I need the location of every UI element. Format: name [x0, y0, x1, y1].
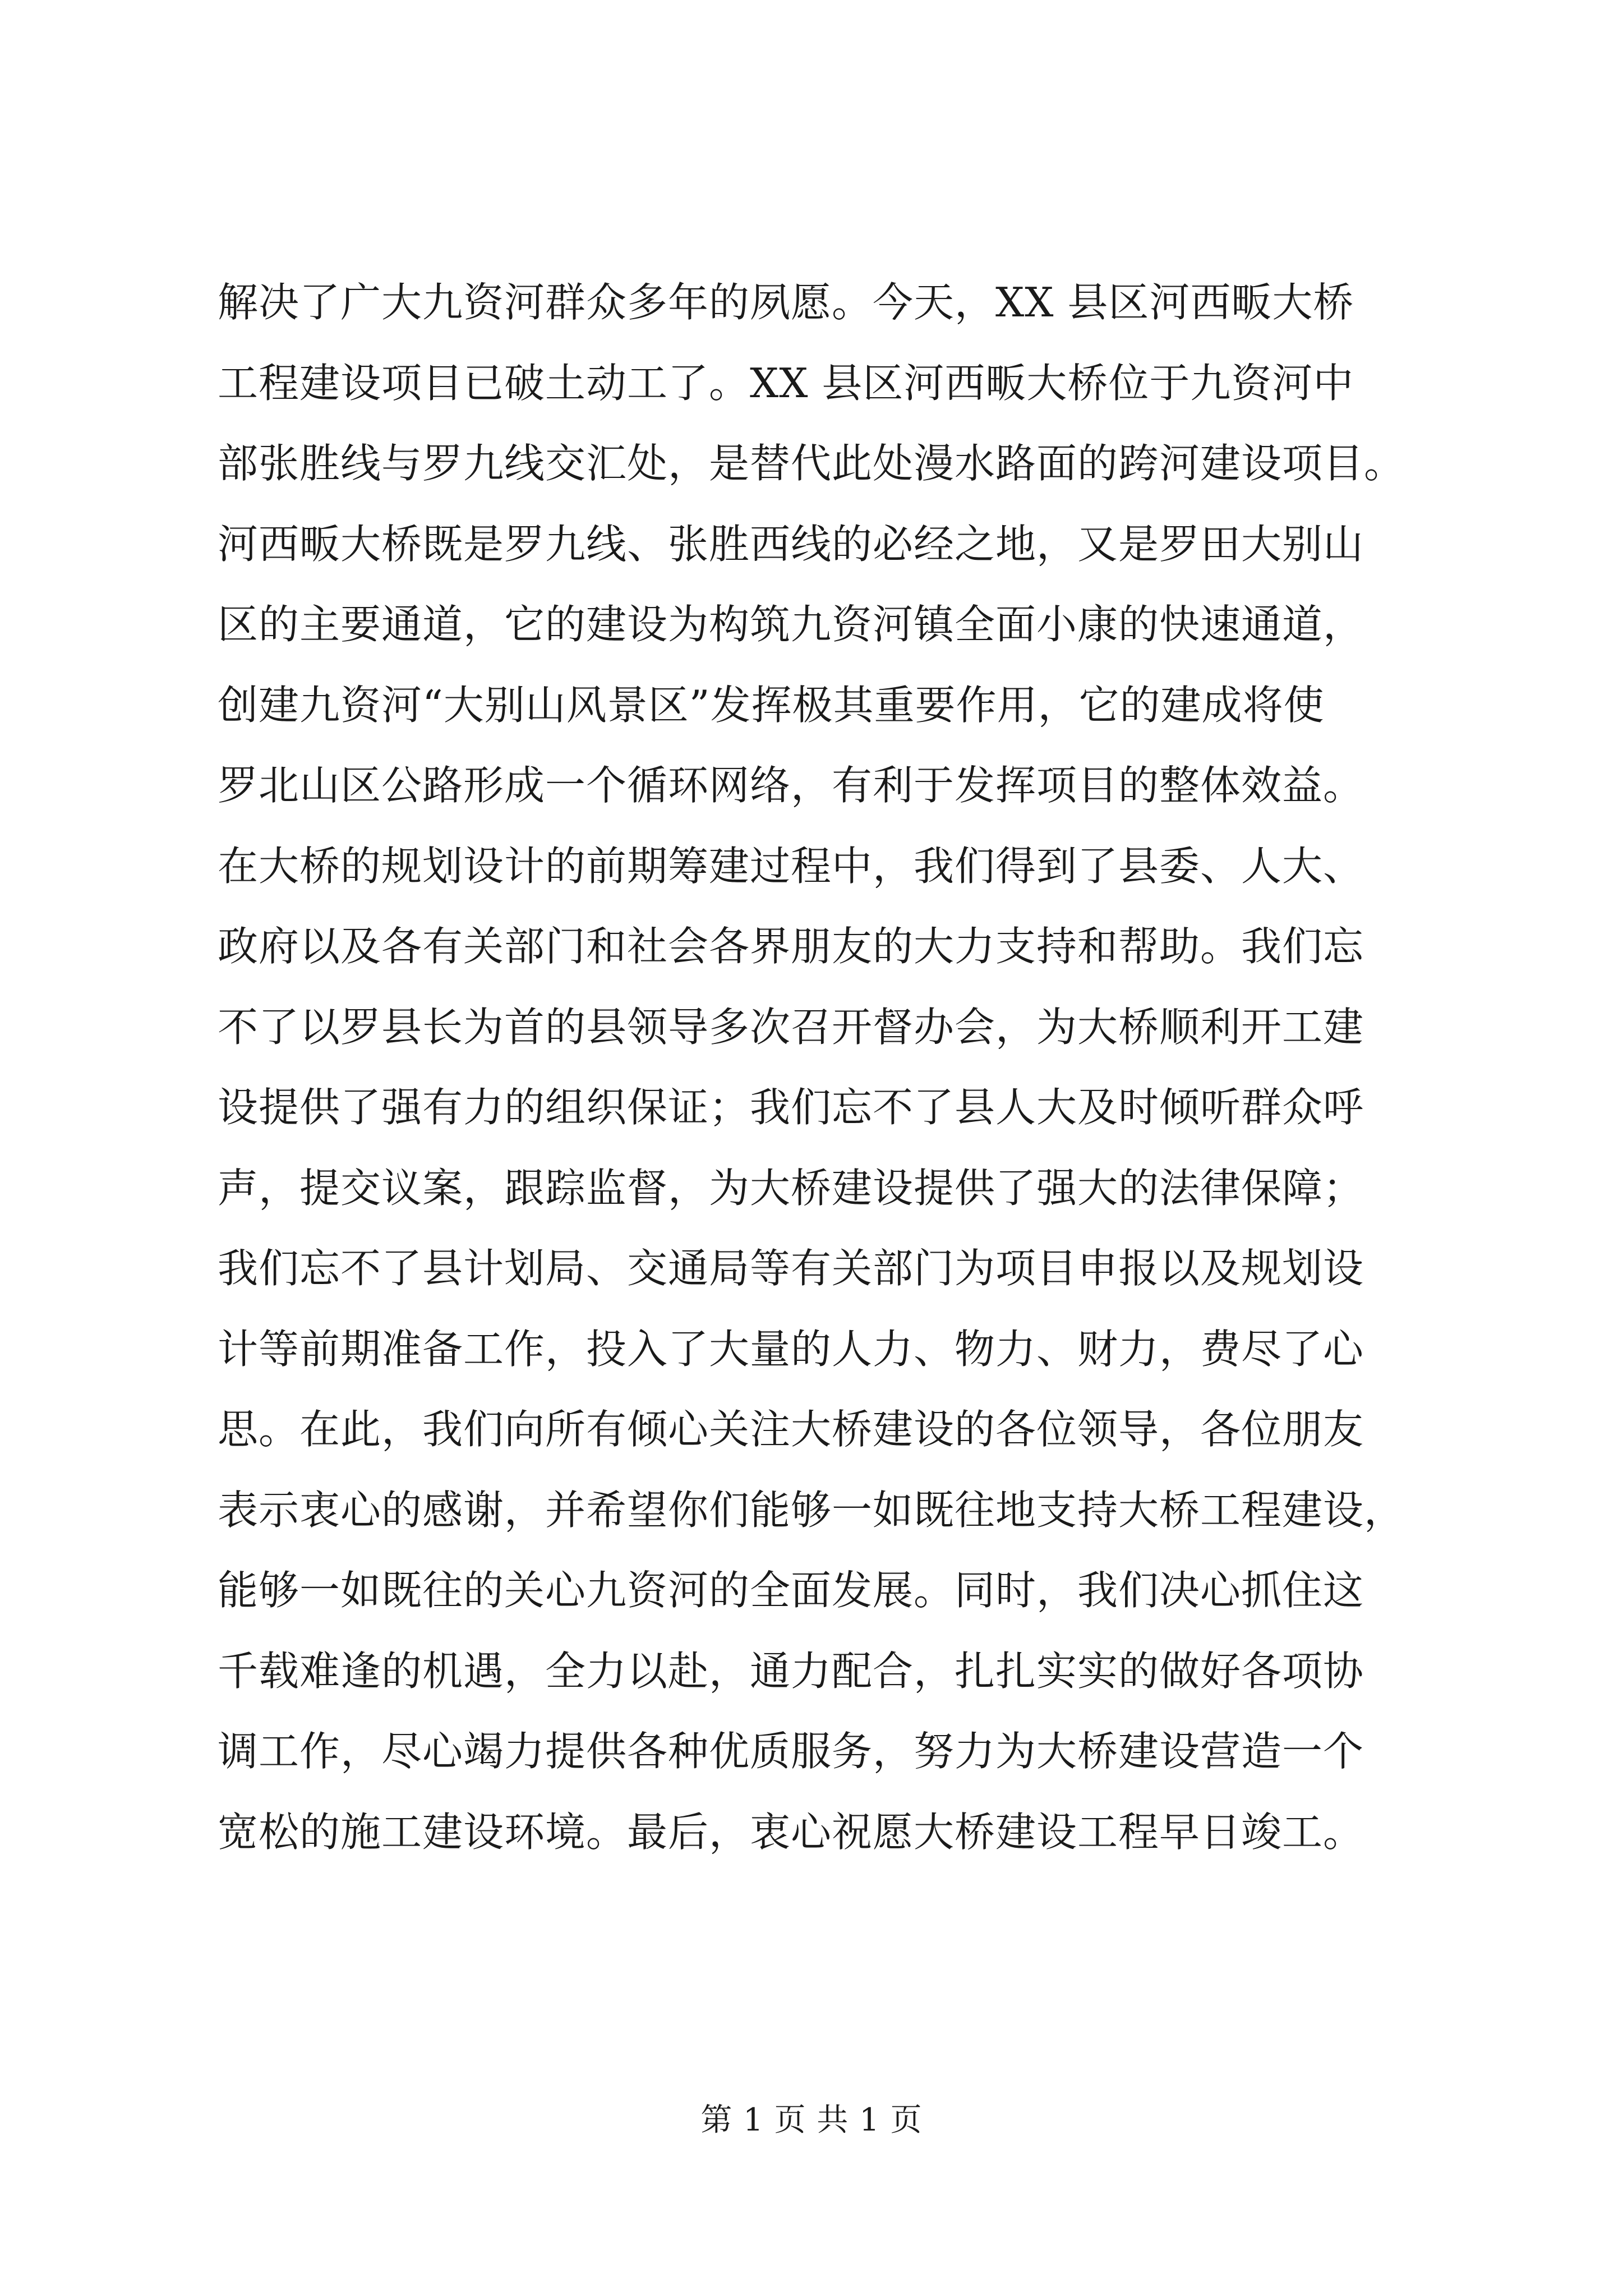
text-line: 能够一如既往的关心九资河的全面发展。同时，我们决心抓住这 [218, 1567, 1364, 1614]
text-line: 河西畈大桥既是罗九线、张胜西线的必经之地，又是罗田大别山 [218, 520, 1364, 568]
text-line: 罗北山区公路形成一个循环网络，有利于发挥项目的整体效益。 [218, 762, 1364, 809]
text-line: 计等前期准备工作，投入了大量的人力、物力、财力，费尽了心 [218, 1325, 1364, 1373]
text-line: 工程建设项目已破土动工了。XX 县区河西畈大桥位于九资河中 [218, 359, 1354, 407]
page-footer: 第 1 页 共 1 页 [700, 2102, 923, 2138]
body-text [218, 263, 1451, 1872]
text-line: 创建九资河“大别山风景区”发挥极其重要作用，它的建成将使 [218, 681, 1325, 729]
text-line: 思。在此，我们向所有倾心关注大桥建设的各位领导，各位朋友 [218, 1406, 1364, 1453]
text-line: 在大桥的规划设计的前期筹建过程中，我们得到了县委、人大、 [218, 842, 1364, 890]
text-line: 设提供了强有力的组织保证；我们忘不了县人大及时倾听群众呼 [218, 1084, 1364, 1131]
text-line: 声，提交议案，跟踪监督，为大桥建设提供了强大的法律保障； [218, 1164, 1364, 1212]
text-line: 宽松的施工建设环境。最后，衷心祝愿大桥建设工程早日竣工。 [218, 1808, 1364, 1856]
text-line: 政府以及各有关部门和社会各界朋友的大力支持和帮助。我们忘 [218, 923, 1364, 970]
text-line: 解决了广大九资河群众多年的夙愿。今天，XX 县区河西畈大桥 [218, 279, 1354, 326]
text-line: 调工作，尽心竭力提供各种优质服务，努力为大桥建设营造一个 [218, 1728, 1364, 1775]
text-line: 区的主要通道，它的建设为构筑九资河镇全面小康的快速通道， [218, 601, 1364, 648]
text-line: 表示衷心的感谢，并希望你们能够一如既往地支持大桥工程建设， [218, 1486, 1405, 1534]
text-line: 我们忘不了县计划局、交通局等有关部门为项目申报以及规划设 [218, 1245, 1364, 1292]
text-line: 不了以罗县长为首的县领导多次召开督办会，为大桥顺利开工建 [218, 1003, 1364, 1051]
text-line: 部张胜线与罗九线交汇处，是替代此处漫水路面的跨河建设项目。 [218, 440, 1405, 487]
text-line: 千载难逢的机遇，全力以赴，通力配合，扎扎实实的做好各项协 [218, 1647, 1364, 1695]
